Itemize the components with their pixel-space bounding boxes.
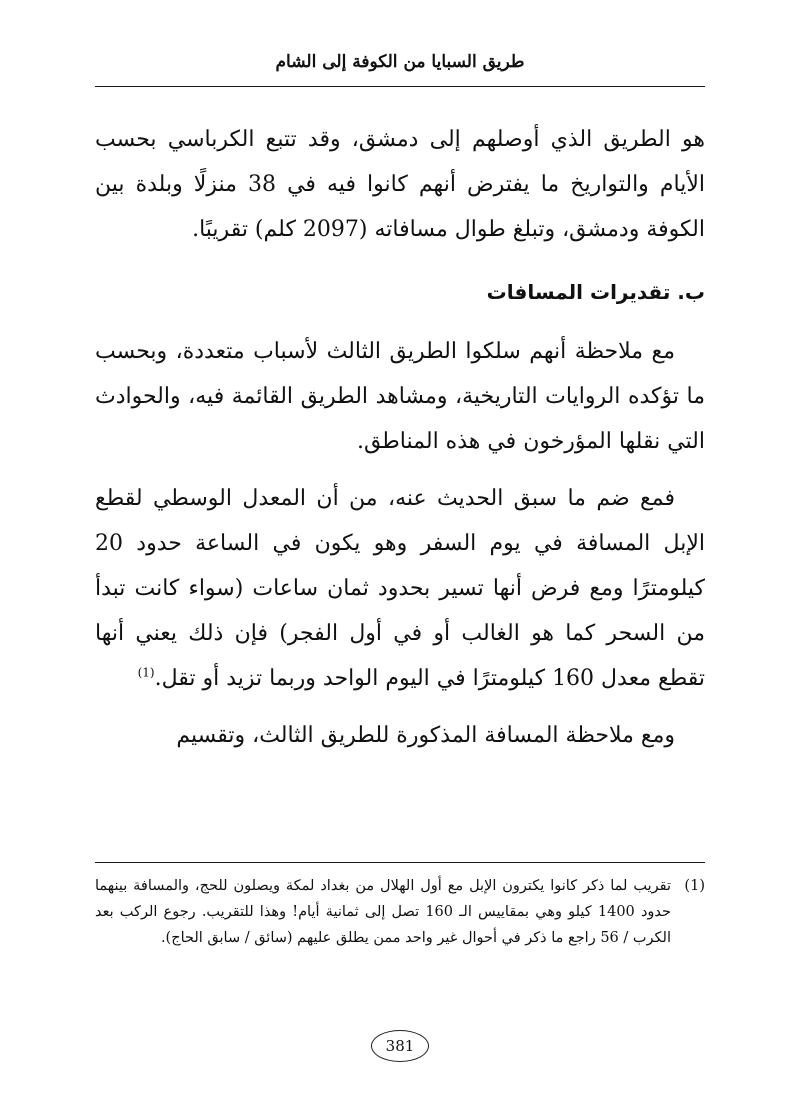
page-number: 381 (385, 1037, 415, 1055)
section-heading: ب. تقديرات المسافات (486, 280, 705, 304)
footnote-marker: (1) (684, 878, 705, 894)
running-header-title: طريق السبايا من الكوفة إلى الشام (275, 52, 525, 72)
footnote-text: تقريب لما ذكر كانوا يكترون الإبل مع أول الهلال من بغداد لمكة ويصلون للحج، والمسافة بينهما حدود 1400 كيلو وهي بمقاييس الـ 160 تصل إلى ثمانية أيام! وهذا للتقريب. رجوع الركب بعد الكرب / 56 راجع ما ذكر في أحوال غير واحد ممن يطلق عليهم (سائق / سابق الحاج). (95, 878, 671, 946)
paragraph: ومع ملاحظة المسافة المذكورة للطريق الثالث، وتقسيم (176, 723, 675, 748)
paragraph-text: فمع ضم ما سبق الحديث عنه، من أن المعدل الوسطي لقطع الإبل المسافة في يوم السفر وهو يكون في الساعة حدود 20 كيلومترًا ومع فرض أنها تسير بحدود ثمان ساعات (سواء كانت تبدأ من السحر كما هو الغالب أو في أول الفجر) فإن ذلك يعني أنها تقطع معدل 160 كيلومترًا في اليوم الواحد وربما تزيد أو تقل. (95, 486, 705, 691)
paragraph: هو الطريق الذي أوصلهم إلى دمشق، وقد تتبع الكرباسي بحسب الأيام والتواريخ ما يفترض أنهم كانوا فيه في 38 منزلًا وبلدة بين الكوفة ودمشق، وتبلغ طوال مسافاته (2097 كلم) تقريبًا. (95, 127, 705, 242)
page-number-badge (371, 1030, 429, 1062)
footnote-area (95, 862, 705, 951)
text-column (95, 0, 705, 770)
footnote-reference: (1) (137, 665, 155, 680)
footnote-separator (95, 862, 705, 863)
footnote (95, 873, 705, 951)
header-rule (95, 86, 705, 87)
paragraph (95, 476, 705, 701)
paragraph: مع ملاحظة أنهم سلكوا الطريق الثالث لأسباب متعددة، وبحسب ما تؤكده الروايات التاريخية، ومشاهد الطريق القائمة فيه، والحوادث التي نقلها المؤرخون في هذه المناطق. (95, 339, 705, 454)
body-text (95, 117, 705, 758)
